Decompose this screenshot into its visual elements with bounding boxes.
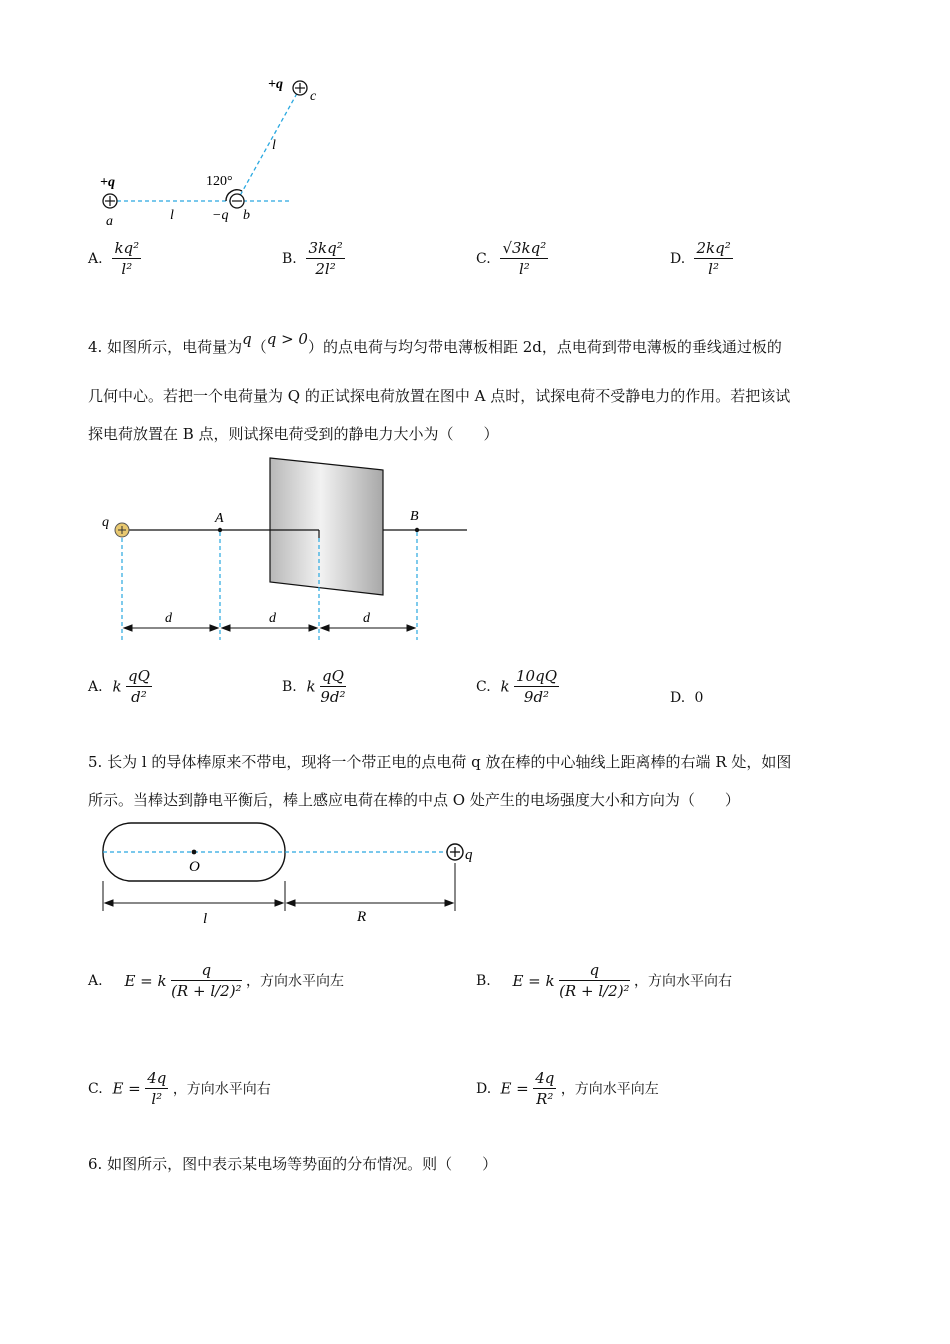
- q3-option-a[interactable]: A. $\frac{\text{kq²}}{\text{l²}}$: [88, 239, 140, 278]
- charged-plate: [270, 458, 383, 595]
- q4-option-b[interactable]: B. k $\frac{qQ}{\text{9d²}}$: [282, 667, 346, 706]
- q4-option-d[interactable]: D. 0: [670, 690, 704, 706]
- q3-a-num: kq²: [114, 239, 140, 257]
- q5-fig-l: l: [203, 911, 208, 927]
- q4-fig-d1: d: [165, 611, 172, 626]
- q4-line-2: 几何中心。若把一个电荷量为 Q 的正试探电荷放置在图中 A 点时，试探电荷不受静电力的作用。若把该试: [88, 387, 791, 405]
- q4-fig-d3: d: [363, 611, 370, 626]
- q3-a-den: l²: [121, 260, 133, 278]
- q4-sym-q: q: [242, 330, 252, 348]
- q6-line-1: 6. 如图所示，图中表示某电场等势面的分布情况。则（ ）: [88, 1155, 498, 1173]
- q5-option-c[interactable]: C. E = $\frac{4q}{\text{l²}}$ ，方向水平向右: [88, 1069, 271, 1108]
- q3-option-c[interactable]: C. $\frac{\text{√3kq²}}{\text{l²}}$: [476, 239, 547, 278]
- q3-b-charge: −q: [212, 208, 229, 223]
- point-o: [192, 850, 197, 855]
- charge-a: [103, 194, 117, 208]
- q4-option-c[interactable]: C. k $\frac{10qQ}{\text{9d²}}$: [476, 667, 557, 706]
- q4-cond: q > 0: [266, 330, 308, 348]
- q3-c-charge: +q: [268, 77, 283, 92]
- q3-angle: 120°: [206, 174, 233, 189]
- point-charge-q5: [447, 844, 463, 860]
- q4-fig-b: B: [410, 509, 419, 524]
- q3-figure: [90, 70, 330, 240]
- q3-b-den: 2l²: [315, 260, 336, 278]
- q5-fig-r: R: [357, 909, 367, 925]
- q3-l-side: l: [272, 138, 276, 153]
- q3-b-label: b: [243, 208, 250, 223]
- q5-fig-q: q: [465, 847, 473, 863]
- q3-b-num: 3kq²: [308, 239, 343, 257]
- q3-option-d[interactable]: D. $\frac{\text{2kq²}}{\text{l²}}$: [670, 239, 731, 278]
- charge-b: [230, 194, 244, 208]
- q5-fig-o: O: [189, 859, 200, 875]
- point-charge-q: [115, 523, 129, 537]
- q3-option-b[interactable]: B. $\frac{\text{3kq²}}{\text{2l²}}$: [282, 239, 343, 278]
- q4-fig-d2: d: [269, 611, 276, 626]
- q5-figure: [95, 815, 490, 935]
- point-a: [218, 528, 222, 532]
- q3-c-den: l²: [518, 260, 530, 278]
- charge-c: [293, 81, 307, 95]
- q4-fig-a: A: [215, 511, 224, 526]
- q5-option-d[interactable]: D. E = $\frac{4q}{\text{R²}}$ ，方向水平向左: [476, 1069, 659, 1108]
- q5-line-2: 所示。当棒达到静电平衡后，棒上感应电荷在棒的中点 O 处产生的电场强度大小和方向为（ ）: [88, 791, 740, 809]
- q4-option-a[interactable]: A. k $\frac{qQ}{\text{d²}}$: [88, 667, 150, 706]
- q3-a-label: a: [106, 214, 113, 229]
- q5-line-1: 5. 长为 l 的导体棒原来不带电，现将一个带正电的点电荷 q 放在棒的中心轴线上距离棒的右端 R 处，如图: [88, 753, 792, 771]
- q4-line-1: 4. 如图所示，电荷量为q（q > 0）的点电荷与均匀带电薄板相距 2d，点电荷到带电薄板的垂线通过板的: [88, 330, 782, 356]
- q3-c-num: √3kq²: [502, 239, 547, 257]
- q3-d-den: l²: [708, 260, 719, 278]
- q4-figure: [95, 450, 475, 645]
- q3-c-label: c: [310, 89, 317, 104]
- point-b: [415, 528, 419, 532]
- q3-a-charge: +q: [100, 175, 115, 190]
- q4-line-3: 探电荷放置在 B 点，则试探电荷受到的静电力大小为（ ）: [88, 425, 499, 443]
- q5-option-b[interactable]: B. E = k $\frac{q}{\text{(R + l/2)²}}$ ，方向水平向右: [476, 961, 733, 1000]
- q4-fig-q: q: [102, 515, 109, 530]
- q3-l-bottom: l: [170, 208, 174, 223]
- q5-option-a[interactable]: A. E = k $\frac{q}{\text{(R + l/2)²}}$ ，方向水平向左: [88, 961, 345, 1000]
- q3-d-num: 2kq²: [696, 239, 731, 257]
